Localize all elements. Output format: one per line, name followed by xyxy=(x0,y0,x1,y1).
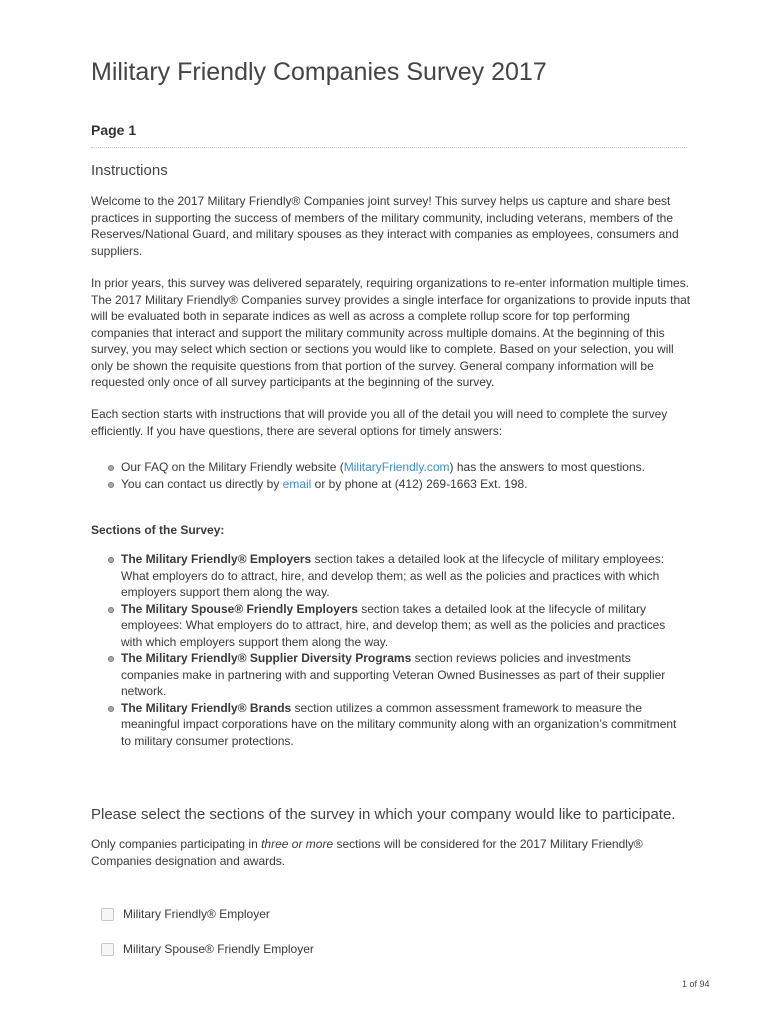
section-description: section reviews policies and investments companies make in partnering with and supporting Veteran Owned Businesses as part of their supplier network. xyxy=(121,651,666,698)
question-note xyxy=(91,836,691,869)
section-divider xyxy=(91,147,687,148)
survey-title: Military Friendly Companies Survey 2017 xyxy=(91,58,547,86)
contact-text-before: You can contact us directly by xyxy=(121,476,283,491)
militaryfriendly-link[interactable]: MilitaryFriendly.com xyxy=(343,460,450,474)
sections-list xyxy=(121,551,681,749)
note-before: Only companies participating in xyxy=(91,837,262,851)
option-military-friendly-employer[interactable] xyxy=(101,905,270,923)
list-item xyxy=(121,601,681,651)
section-description: section takes a detailed look at the lifecycle of military employees: What employers do to attract, hire, and develop them; as well as the policies and practices with which employers support them along the way. xyxy=(121,601,666,649)
history-paragraph: In prior years, this survey was delivered separately, requiring organizations to re-enter information multiple times. The 2017 Military Friendly® Companies survey provides a single interface for organizations to provide inputs that will be evaluated both in separate indices as well as across a complete rollup score for top performing companies that interact and support the military community across multiple domains. At the beginning of this survey, you may select which section or sections you would like to complete. Based on your selection, you will only be shown the requisite questions from that portion of the survey. General company information will be requested only once of all survey participants at the beginning of the survey. xyxy=(91,276,691,389)
option-military-spouse-friendly-employer[interactable] xyxy=(101,940,314,958)
section-name: The Military Spouse® Friendly Employers xyxy=(121,601,358,616)
section-name: The Military Friendly® Supplier Diversity Programs xyxy=(121,651,412,665)
list-item xyxy=(121,650,681,700)
intro-paragraph: Welcome to the 2017 Military Friendly® Companies joint survey! This survey helps us capture and share best practices in supporting the success of members of the military community, including veterans, members of the Reserves/National Guard, and military spouses as they interact with companies as employees, consumers and suppliers. xyxy=(91,194,679,258)
section-description: section utilizes a common assessment framework to measure the meaningful impact corporations have on the military community along with an organization’s commitment to military consumer protections. xyxy=(121,700,677,748)
military-friendly-employer-checkbox[interactable] xyxy=(101,908,114,921)
list-item xyxy=(121,459,681,476)
page-heading: Page 1 xyxy=(91,122,137,138)
sections-heading: Sections of the Survey: xyxy=(91,523,225,537)
contact-list xyxy=(121,459,681,492)
list-item xyxy=(121,551,681,601)
contact-text-after: or by phone at (412) 269-1663 Ext. 198. xyxy=(311,476,528,491)
page-number: 1 of 94 xyxy=(682,979,710,989)
note-emphasis: three or more xyxy=(261,837,334,851)
option-label: Military Friendly® Employer xyxy=(123,907,270,921)
section-description: section takes a detailed look at the lifecycle of military employees: What employers do to attract, hire, and develop them; as well as the policies and practices with which employers support them along the way. xyxy=(121,552,665,599)
faq-text-before: Our FAQ on the Military Friendly website ( xyxy=(121,460,344,474)
help-paragraph: Each section starts with instructions that will provide you all of the detail you will need to complete the survey efficiently. If you have questions, there are several options for timely answers: xyxy=(91,407,668,438)
section-name: The Military Friendly® Brands xyxy=(121,700,292,715)
list-item xyxy=(121,700,681,750)
note-after: sections will be considered for the 2017 Military Friendly® Companies designation and awards. xyxy=(91,837,643,868)
list-item xyxy=(121,476,681,493)
email-link[interactable]: email xyxy=(282,476,312,491)
section-name: The Military Friendly® Employers xyxy=(121,552,312,566)
question-text: Please select the sections of the survey in which your company would like to participate. xyxy=(91,806,676,823)
option-label: Military Spouse® Friendly Employer xyxy=(123,942,314,956)
faq-text-after: ) has the answers to most questions. xyxy=(449,460,645,474)
instructions-heading: Instructions xyxy=(91,162,168,179)
military-spouse-friendly-employer-checkbox[interactable] xyxy=(101,943,114,956)
